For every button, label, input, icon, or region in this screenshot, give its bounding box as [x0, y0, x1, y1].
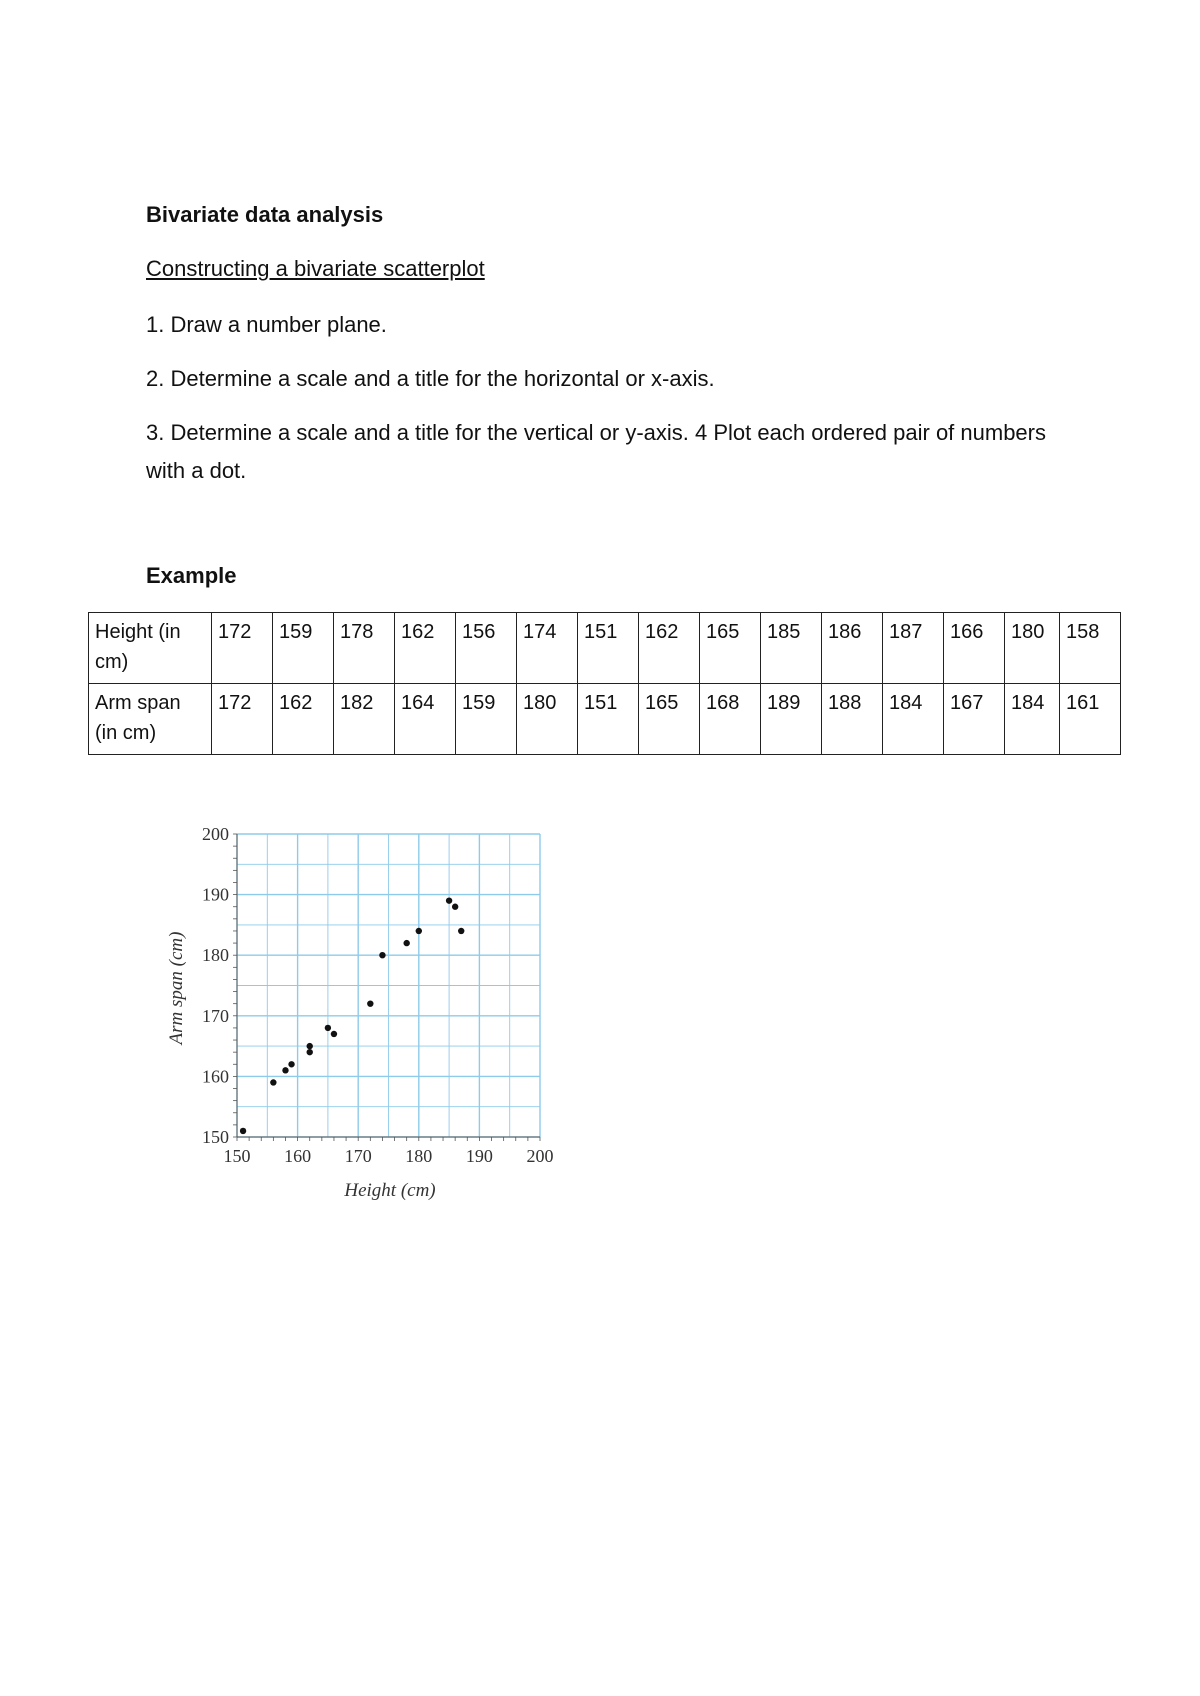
data-point — [288, 1061, 294, 1067]
table-cell: 172 — [212, 613, 273, 684]
x-tick-label: 190 — [465, 1146, 493, 1166]
table-cell: 156 — [456, 613, 517, 684]
data-point — [379, 952, 385, 958]
table-cell: 174 — [517, 613, 578, 684]
table-cell: 162 — [273, 684, 334, 755]
y-axis-label: Arm span (cm) — [166, 931, 187, 1045]
y-tick-label: 200 — [202, 824, 229, 844]
x-tick-label: 200 — [526, 1146, 554, 1166]
table-cell: 165 — [700, 613, 761, 684]
table-cell: 162 — [395, 613, 456, 684]
table-cell: 151 — [578, 613, 639, 684]
data-point — [240, 1128, 246, 1134]
y-tick-label: 170 — [202, 1005, 229, 1026]
table-row-height — [89, 613, 1121, 684]
table-cell: 158 — [1060, 613, 1121, 684]
y-tick-label: 180 — [202, 945, 229, 966]
table-cell: 185 — [761, 613, 822, 684]
row-header: Height (in cm) — [89, 613, 212, 684]
data-point — [325, 1025, 331, 1031]
table-cell: 182 — [334, 684, 395, 755]
table-cell: 165 — [639, 684, 700, 755]
data-point — [403, 940, 409, 946]
page-heading: Bivariate data analysis — [146, 202, 384, 227]
table-cell: 189 — [761, 684, 822, 755]
data-point — [458, 928, 464, 934]
data-point — [331, 1031, 337, 1037]
data-point — [452, 904, 458, 910]
table-cell: 180 — [517, 684, 578, 755]
table-cell: 184 — [883, 684, 944, 755]
x-tick-label: 150 — [223, 1146, 251, 1166]
y-tick-label: 150 — [202, 1127, 229, 1147]
step-1: 1. Draw a number plane. — [146, 312, 387, 337]
table-cell: 172 — [212, 684, 273, 755]
table-cell: 187 — [883, 613, 944, 684]
chart-grid — [237, 834, 540, 1137]
table-cell: 186 — [822, 613, 883, 684]
table-cell: 162 — [639, 613, 700, 684]
step-3: 3. Determine a scale and a title for the vertical or y-axis. 4 Plot each ordered pair of numbers with a dot. — [146, 420, 1046, 483]
x-tick-label: 170 — [344, 1146, 372, 1166]
x-tick-label: 160 — [284, 1146, 312, 1166]
table-cell: 164 — [395, 684, 456, 755]
table-cell: 166 — [944, 613, 1005, 684]
data-point — [282, 1067, 288, 1073]
x-tick-label: 180 — [405, 1146, 433, 1166]
data-point — [270, 1079, 276, 1085]
table-cell: 184 — [1005, 684, 1060, 755]
table-cell: 188 — [822, 684, 883, 755]
chart-axes — [202, 824, 554, 1166]
y-tick-label: 160 — [202, 1066, 229, 1087]
row-header: Arm span (in cm) — [89, 684, 212, 755]
data-table — [88, 612, 1121, 755]
example-label: Example — [146, 563, 237, 588]
table-cell: 167 — [944, 684, 1005, 755]
y-tick-label: 190 — [202, 884, 229, 905]
table-row-arm-span — [89, 684, 1121, 755]
table-cell: 159 — [456, 684, 517, 755]
table-cell: 151 — [578, 684, 639, 755]
table-cell: 161 — [1060, 684, 1121, 755]
section-subheading: Constructing a bivariate scatterplot — [146, 256, 485, 281]
x-axis-label: Height (cm) — [344, 1180, 436, 1201]
data-point — [307, 1043, 313, 1049]
table-cell: 168 — [700, 684, 761, 755]
data-point — [367, 1000, 373, 1006]
table-cell: 180 — [1005, 613, 1060, 684]
table-cell: 178 — [334, 613, 395, 684]
table-cell: 159 — [273, 613, 334, 684]
data-point — [307, 1049, 313, 1055]
data-point — [416, 928, 422, 934]
data-point — [446, 897, 452, 903]
scatterplot-chart — [150, 816, 570, 1216]
step-2: 2. Determine a scale and a title for the horizontal or x-axis. — [146, 366, 715, 391]
